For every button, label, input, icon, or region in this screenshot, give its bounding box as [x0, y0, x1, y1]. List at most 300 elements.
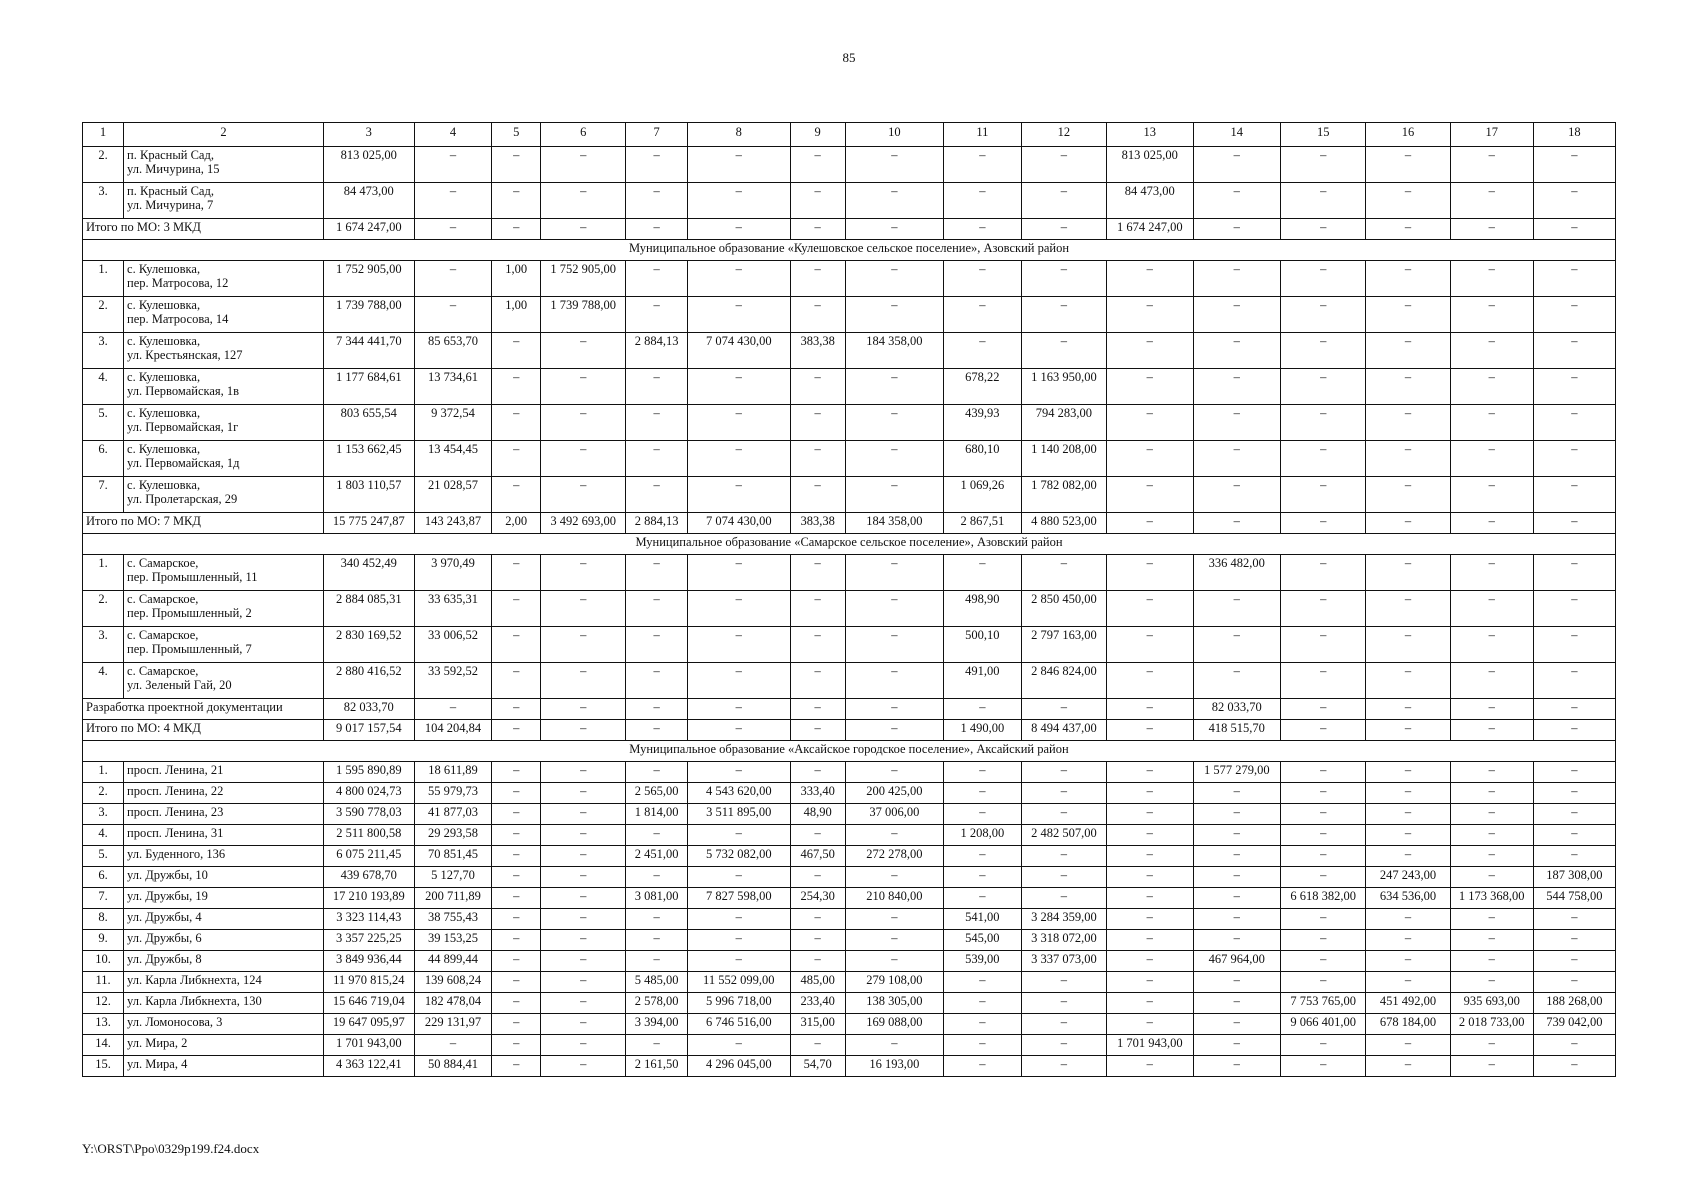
table-cell: – — [1107, 405, 1193, 441]
table-cell: 1 177 684,61 — [323, 369, 414, 405]
table-cell: 70 851,45 — [414, 846, 492, 867]
table-cell: – — [1193, 369, 1281, 405]
total-row — [83, 219, 1616, 240]
table-cell: – — [492, 441, 541, 477]
table-cell: – — [790, 147, 845, 183]
table-row — [83, 555, 1616, 591]
table-cell: – — [1281, 183, 1366, 219]
address-cell: ул. Мира, 2 — [124, 1035, 324, 1056]
table-cell: – — [1107, 909, 1193, 930]
table-cell: – — [1366, 951, 1450, 972]
table-cell: – — [790, 555, 845, 591]
section-header-row — [83, 240, 1616, 261]
table-cell: – — [1107, 993, 1193, 1014]
address-cell: с. Кулешовка, пер. Матросова, 12 — [124, 261, 324, 297]
table-cell: – — [1021, 867, 1106, 888]
table-cell: – — [541, 1035, 626, 1056]
table-cell: 439,93 — [943, 405, 1021, 441]
table-cell: – — [687, 441, 790, 477]
table-cell: – — [1281, 591, 1366, 627]
table-cell: 15 775 247,87 — [323, 513, 414, 534]
table-cell: – — [1193, 1056, 1281, 1077]
table-cell: – — [492, 762, 541, 783]
table-cell: – — [1450, 783, 1533, 804]
table-cell: 2 884,13 — [626, 333, 688, 369]
table-row — [83, 825, 1616, 846]
column-header: 6 — [541, 123, 626, 147]
table-cell: – — [492, 147, 541, 183]
table-cell: 1 752 905,00 — [323, 261, 414, 297]
table-cell: – — [845, 477, 943, 513]
table-cell: – — [492, 846, 541, 867]
row-number: 3. — [83, 804, 124, 825]
table-row — [83, 930, 1616, 951]
table-cell: 3 492 693,00 — [541, 513, 626, 534]
table-cell: 439 678,70 — [323, 867, 414, 888]
table-cell: – — [1193, 513, 1281, 534]
table-cell: – — [1021, 1035, 1106, 1056]
table-cell: 138 305,00 — [845, 993, 943, 1014]
table-cell: – — [1366, 1056, 1450, 1077]
table-cell: – — [1366, 555, 1450, 591]
table-cell: – — [943, 1035, 1021, 1056]
address-cell: с. Кулешовка, ул. Крестьянская, 127 — [124, 333, 324, 369]
address-cell: ул. Карла Либкнехта, 130 — [124, 993, 324, 1014]
table-cell: – — [1533, 1035, 1615, 1056]
table-cell: – — [1107, 369, 1193, 405]
table-cell: 29 293,58 — [414, 825, 492, 846]
table-cell: – — [1533, 261, 1615, 297]
table-cell: – — [845, 720, 943, 741]
row-number: 2. — [83, 783, 124, 804]
table-cell: – — [943, 846, 1021, 867]
table-cell: – — [541, 909, 626, 930]
table-cell: 467,50 — [790, 846, 845, 867]
table-cell: – — [1533, 405, 1615, 441]
address-cell: с. Кулешовка, ул. Пролетарская, 29 — [124, 477, 324, 513]
table-cell: – — [541, 627, 626, 663]
table-cell: – — [687, 627, 790, 663]
table-cell: – — [1366, 663, 1450, 699]
table-cell: 1 814,00 — [626, 804, 688, 825]
table-cell: – — [1107, 555, 1193, 591]
table-cell: 678 184,00 — [1366, 1014, 1450, 1035]
table-cell: – — [626, 762, 688, 783]
table-cell: – — [1107, 762, 1193, 783]
table-cell: – — [1107, 1014, 1193, 1035]
column-header: 5 — [492, 123, 541, 147]
table-cell: – — [626, 219, 688, 240]
table-cell: – — [687, 909, 790, 930]
table-cell: – — [1281, 909, 1366, 930]
table-cell: – — [943, 972, 1021, 993]
section-header-row — [83, 534, 1616, 555]
table-cell: 544 758,00 — [1533, 888, 1615, 909]
table-cell: – — [687, 369, 790, 405]
table-cell: 340 452,49 — [323, 555, 414, 591]
table-cell: – — [626, 147, 688, 183]
table-cell: – — [845, 297, 943, 333]
table-cell: 1 752 905,00 — [541, 261, 626, 297]
table-cell: – — [1021, 1056, 1106, 1077]
row-number: 8. — [83, 909, 124, 930]
table-cell: 169 088,00 — [845, 1014, 943, 1035]
address-cell: п. Красный Сад, ул. Мичурина, 7 — [124, 183, 324, 219]
table-cell: 2,00 — [492, 513, 541, 534]
table-cell: 184 358,00 — [845, 333, 943, 369]
table-cell: – — [687, 699, 790, 720]
column-header: 18 — [1533, 123, 1615, 147]
table-cell: 1 595 890,89 — [323, 762, 414, 783]
table-row — [83, 846, 1616, 867]
table-cell: 2 482 507,00 — [1021, 825, 1106, 846]
table-cell: 4 363 122,41 — [323, 1056, 414, 1077]
table-cell: – — [1366, 591, 1450, 627]
table-cell: – — [492, 663, 541, 699]
row-number: 15. — [83, 1056, 124, 1077]
table-cell: 467 964,00 — [1193, 951, 1281, 972]
table-cell: – — [1193, 867, 1281, 888]
table-cell: – — [1366, 909, 1450, 930]
table-cell: – — [1021, 972, 1106, 993]
table-cell: – — [1450, 555, 1533, 591]
column-header: 15 — [1281, 123, 1366, 147]
table-cell: – — [943, 1014, 1021, 1035]
table-cell: – — [1193, 888, 1281, 909]
address-cell: просп. Ленина, 22 — [124, 783, 324, 804]
table-cell: – — [943, 783, 1021, 804]
table-cell: – — [541, 930, 626, 951]
table-cell: 3 511 895,00 — [687, 804, 790, 825]
table-cell: – — [1107, 699, 1193, 720]
table-cell: 15 646 719,04 — [323, 993, 414, 1014]
table-row — [83, 909, 1616, 930]
table-cell: – — [1533, 441, 1615, 477]
table-cell: – — [1450, 762, 1533, 783]
table-cell: – — [541, 183, 626, 219]
table-cell: 500,10 — [943, 627, 1021, 663]
row-number: 13. — [83, 1014, 124, 1035]
table-cell: 1 674 247,00 — [1107, 219, 1193, 240]
table-cell: – — [492, 951, 541, 972]
table-cell: – — [1533, 219, 1615, 240]
table-cell: – — [626, 591, 688, 627]
table-cell: – — [845, 762, 943, 783]
table-cell: 11 552 099,00 — [687, 972, 790, 993]
table-cell: 143 243,87 — [414, 513, 492, 534]
table-cell: – — [1193, 825, 1281, 846]
table-row — [83, 441, 1616, 477]
table-cell: – — [626, 663, 688, 699]
table-cell: – — [687, 591, 790, 627]
table-cell: – — [1107, 846, 1193, 867]
table-cell: – — [1281, 513, 1366, 534]
table-cell: – — [1366, 513, 1450, 534]
municipality-title: Муниципальное образование «Аксайское городское поселение», Аксайский район — [83, 741, 1616, 762]
table-row — [83, 888, 1616, 909]
table-cell: 41 877,03 — [414, 804, 492, 825]
table-cell: – — [541, 720, 626, 741]
table-cell: 4 296 045,00 — [687, 1056, 790, 1077]
table-cell: – — [1107, 333, 1193, 369]
table-cell: – — [1281, 369, 1366, 405]
row-number: 1. — [83, 762, 124, 783]
table-cell: 315,00 — [790, 1014, 845, 1035]
table-cell: 182 478,04 — [414, 993, 492, 1014]
table-cell: – — [414, 147, 492, 183]
row-number: 5. — [83, 846, 124, 867]
table-cell: – — [1021, 804, 1106, 825]
table-cell: – — [541, 699, 626, 720]
table-cell: – — [1450, 183, 1533, 219]
table-row — [83, 477, 1616, 513]
table-cell: – — [790, 261, 845, 297]
table-cell: 247 243,00 — [1366, 867, 1450, 888]
table-cell: 678,22 — [943, 369, 1021, 405]
table-cell: – — [1281, 951, 1366, 972]
row-number: 3. — [83, 333, 124, 369]
table-cell: – — [1366, 183, 1450, 219]
table-cell: 13 454,45 — [414, 441, 492, 477]
row-number: 2. — [83, 591, 124, 627]
table-cell: – — [1450, 972, 1533, 993]
column-header: 16 — [1366, 123, 1450, 147]
municipality-title: Муниципальное образование «Кулешовское сельское поселение», Азовский район — [83, 240, 1616, 261]
table-row — [83, 297, 1616, 333]
table-cell: – — [541, 846, 626, 867]
table-cell: – — [1281, 297, 1366, 333]
table-cell: 485,00 — [790, 972, 845, 993]
table-cell: – — [1281, 720, 1366, 741]
table-cell: – — [790, 405, 845, 441]
table-cell: 813 025,00 — [323, 147, 414, 183]
table-cell: – — [414, 261, 492, 297]
table-cell: 19 647 095,97 — [323, 1014, 414, 1035]
table-cell: – — [1021, 699, 1106, 720]
table-cell: – — [492, 783, 541, 804]
table-cell: – — [414, 297, 492, 333]
column-header: 14 — [1193, 123, 1281, 147]
table-cell: – — [541, 405, 626, 441]
total-label: Итого по МО: 3 МКД — [83, 219, 324, 240]
table-row — [83, 951, 1616, 972]
table-cell: 2 565,00 — [626, 783, 688, 804]
table-cell: 18 611,89 — [414, 762, 492, 783]
table-cell: – — [492, 627, 541, 663]
table-cell: 2 018 733,00 — [1450, 1014, 1533, 1035]
table-cell: – — [1281, 762, 1366, 783]
table-cell: 1 140 208,00 — [1021, 441, 1106, 477]
table-cell: – — [1366, 762, 1450, 783]
table-cell: – — [1450, 846, 1533, 867]
table-cell: – — [687, 867, 790, 888]
table-cell: 279 108,00 — [845, 972, 943, 993]
table-cell: 8 494 437,00 — [1021, 720, 1106, 741]
table-cell: – — [1107, 783, 1193, 804]
table-cell: 200 711,89 — [414, 888, 492, 909]
table-cell: – — [943, 993, 1021, 1014]
table-cell: – — [845, 951, 943, 972]
table-cell: – — [541, 867, 626, 888]
table-cell: 1 577 279,00 — [1193, 762, 1281, 783]
table-cell: – — [1193, 297, 1281, 333]
row-number: 3. — [83, 183, 124, 219]
table-cell: – — [492, 909, 541, 930]
table-cell: – — [1021, 993, 1106, 1014]
table-cell: – — [943, 183, 1021, 219]
table-cell: 55 979,73 — [414, 783, 492, 804]
table-cell: – — [943, 699, 1021, 720]
table-cell: 54,70 — [790, 1056, 845, 1077]
table-cell: 4 800 024,73 — [323, 783, 414, 804]
table-cell: 6 075 211,45 — [323, 846, 414, 867]
row-number: 9. — [83, 930, 124, 951]
table-cell: 1 490,00 — [943, 720, 1021, 741]
address-cell: ул. Карла Либкнехта, 124 — [124, 972, 324, 993]
table-cell: 2 830 169,52 — [323, 627, 414, 663]
table-cell: 680,10 — [943, 441, 1021, 477]
table-cell: – — [1450, 297, 1533, 333]
address-cell: просп. Ленина, 31 — [124, 825, 324, 846]
table-cell: 813 025,00 — [1107, 147, 1193, 183]
table-cell: – — [1533, 369, 1615, 405]
table-cell: – — [1533, 297, 1615, 333]
table-cell: – — [1533, 909, 1615, 930]
table-cell: 7 074 430,00 — [687, 513, 790, 534]
table-row — [83, 993, 1616, 1014]
table-row — [83, 591, 1616, 627]
table-cell: – — [790, 930, 845, 951]
section-header-row — [83, 741, 1616, 762]
table-cell: – — [1533, 699, 1615, 720]
address-cell: п. Красный Сад, ул. Мичурина, 15 — [124, 147, 324, 183]
table-cell: – — [1193, 183, 1281, 219]
table-cell: – — [492, 1014, 541, 1035]
table-cell: – — [1366, 147, 1450, 183]
table-cell: – — [1107, 477, 1193, 513]
table-row — [83, 147, 1616, 183]
table-cell: – — [687, 147, 790, 183]
table-cell: – — [541, 972, 626, 993]
table-cell: – — [1193, 930, 1281, 951]
table-cell: – — [790, 627, 845, 663]
table-cell: 803 655,54 — [323, 405, 414, 441]
table-cell: – — [1281, 477, 1366, 513]
table-cell: – — [790, 297, 845, 333]
address-cell: ул. Мира, 4 — [124, 1056, 324, 1077]
row-number: 1. — [83, 555, 124, 591]
table-cell: – — [943, 297, 1021, 333]
table-cell: – — [492, 720, 541, 741]
table-cell: – — [1366, 441, 1450, 477]
table-cell: 1 173 368,00 — [1450, 888, 1533, 909]
table-cell: – — [1107, 930, 1193, 951]
table-cell: – — [626, 699, 688, 720]
table-cell: – — [1021, 846, 1106, 867]
table-cell: – — [1193, 441, 1281, 477]
table-cell: – — [492, 867, 541, 888]
table-cell: – — [541, 477, 626, 513]
table-cell: – — [845, 627, 943, 663]
address-cell: просп. Ленина, 23 — [124, 804, 324, 825]
column-header: 4 — [414, 123, 492, 147]
row-number: 14. — [83, 1035, 124, 1056]
address-cell: с. Самарское, пер. Промышленный, 2 — [124, 591, 324, 627]
table-cell: – — [790, 663, 845, 699]
table-cell: – — [1021, 783, 1106, 804]
table-cell: – — [687, 720, 790, 741]
table-cell: – — [1533, 972, 1615, 993]
table-cell: – — [1281, 846, 1366, 867]
table-cell: – — [541, 804, 626, 825]
table-cell: – — [1366, 219, 1450, 240]
table-cell: – — [1107, 513, 1193, 534]
table-cell: – — [790, 825, 845, 846]
table-cell: – — [790, 591, 845, 627]
table-cell: 37 006,00 — [845, 804, 943, 825]
table-cell: – — [943, 867, 1021, 888]
table-row — [83, 1056, 1616, 1077]
table-row — [83, 783, 1616, 804]
table-cell: 383,38 — [790, 333, 845, 369]
table-cell: – — [845, 867, 943, 888]
table-cell: – — [687, 1035, 790, 1056]
table-cell: – — [943, 219, 1021, 240]
address-cell: ул. Дружбы, 19 — [124, 888, 324, 909]
table-cell: – — [1281, 147, 1366, 183]
table-cell: 1 153 662,45 — [323, 441, 414, 477]
table-cell: – — [1450, 1056, 1533, 1077]
table-cell: – — [1450, 219, 1533, 240]
table-cell: – — [845, 663, 943, 699]
table-cell: – — [1533, 513, 1615, 534]
table-cell: 7 074 430,00 — [687, 333, 790, 369]
table-cell: 1 701 943,00 — [323, 1035, 414, 1056]
table-cell: – — [1450, 804, 1533, 825]
table-cell: – — [1533, 846, 1615, 867]
table-cell: – — [492, 1035, 541, 1056]
row-number: 3. — [83, 627, 124, 663]
table-cell: – — [1193, 1014, 1281, 1035]
table-cell: 84 473,00 — [1107, 183, 1193, 219]
table-cell: – — [626, 369, 688, 405]
table-cell: 2 161,50 — [626, 1056, 688, 1077]
table-cell: – — [1450, 930, 1533, 951]
table-cell: 1 803 110,57 — [323, 477, 414, 513]
table-cell: – — [845, 369, 943, 405]
column-header: 3 — [323, 123, 414, 147]
table-cell: 3 284 359,00 — [1021, 909, 1106, 930]
table-cell: – — [1107, 720, 1193, 741]
table-cell: – — [943, 147, 1021, 183]
table-cell: 39 153,25 — [414, 930, 492, 951]
table-cell: – — [626, 405, 688, 441]
table-cell: 545,00 — [943, 930, 1021, 951]
table-cell: – — [541, 993, 626, 1014]
row-number: 6. — [83, 867, 124, 888]
table-cell: – — [845, 825, 943, 846]
table-cell: – — [626, 951, 688, 972]
table-cell: 2 451,00 — [626, 846, 688, 867]
table-cell: – — [1366, 297, 1450, 333]
table-cell: – — [1193, 972, 1281, 993]
table-cell: 187 308,00 — [1533, 867, 1615, 888]
address-cell: ул. Дружбы, 4 — [124, 909, 324, 930]
table-cell: 336 482,00 — [1193, 555, 1281, 591]
table-cell: – — [1281, 663, 1366, 699]
column-header: 7 — [626, 123, 688, 147]
table-cell: 17 210 193,89 — [323, 888, 414, 909]
